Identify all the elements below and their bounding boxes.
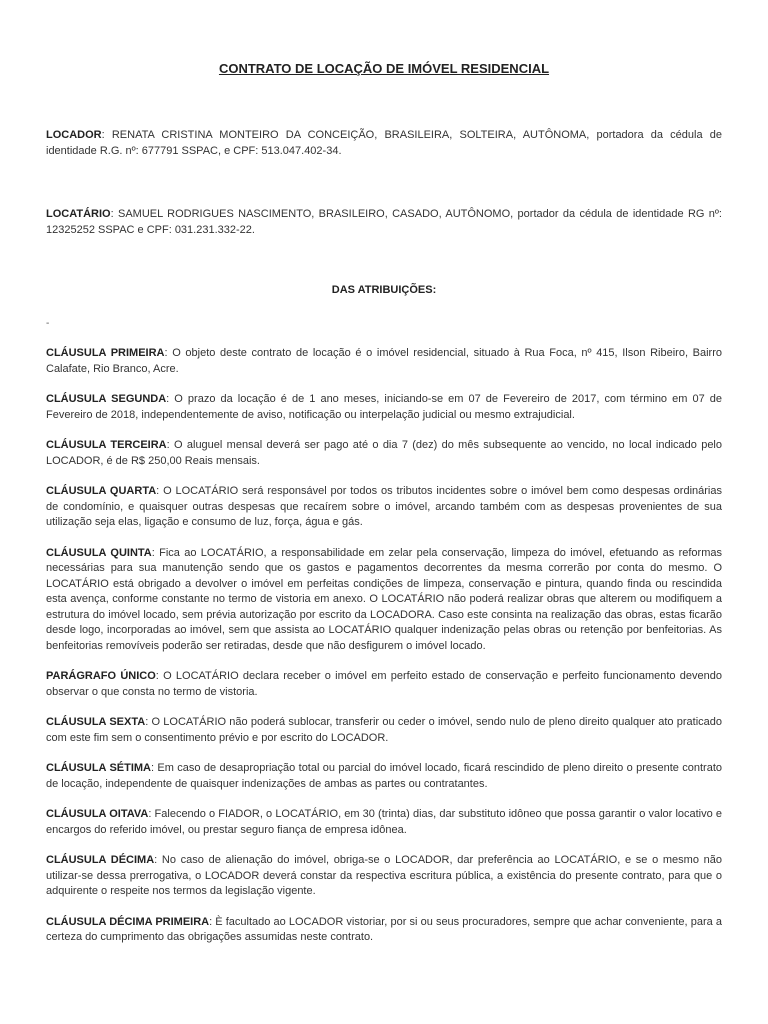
clause-segunda: [46, 392, 722, 423]
locador-paragraph: [46, 127, 722, 159]
clause-text: : O LOCATÁRIO será responsável por todos os tributos incidentes sobre o imóvel bem como despesas ordinárias de condomínio, e quaisquer outras despesas que recaírem sobre o imóvel, arcando também com as despesas provenientes de sua utilização seja elas, ligação e consumo de luz, força, água e gás.: [46, 485, 722, 528]
stray-mark: -: [46, 318, 50, 329]
clause-label: CLÁUSULA TERCEIRA: [46, 439, 167, 451]
clause-primeira: [46, 346, 722, 377]
clause-text: : Em caso de desapropriação total ou parcial do imóvel locado, ficará rescindido de pleno direito o presente contrato de locação, independente de quaisquer indenizações de ambas as partes ou contratantes.: [46, 762, 722, 790]
clause-text: : O objeto deste contrato de locação é o imóvel residencial, situado à Rua Foca, nº 415, Ilson Ribeiro, Bairro Calafate, Rio Branco, Acre.: [46, 347, 722, 375]
locatario-text: : SAMUEL RODRIGUES NASCIMENTO, BRASILEIRO, CASADO, AUTÔNOMO, portador da cédula de identidade RG nº: 12325252 SSPAC e CPF: 031.231.332-22.: [46, 208, 722, 236]
clause-text: : Fica ao LOCATÁRIO, a responsabilidade em zelar pela conservação, limpeza do imóvel, efetuando as reformas necessárias para sua manutenção sendo que os gastos e pagamentos decorrentes da mesma correrão por conta do mesmo. O LOCATÁRIO está obrigado a devolver o imóvel em perfeitas condições de limpeza, conservação e pintura, quando finda ou rescindida esta avença, conforme constante no termo de vistoria em anexo. O LOCATÁRIO não poderá realizar obras que alterem ou modifiquem a estrutura do imóvel locado, sem prévia autorização por escrito da LOCADORA. Caso este consinta na realização das obras, estas ficarão desde logo, incorporadas ao imóvel, sem que assista ao LOCATÁRIO qualquer indenização pelas obras ou retenção por benfeitorias. As benfeitorias removíveis poderão ser retiradas, desde que não desfigurem o imóvel locado.: [46, 546, 722, 652]
clause-text: : O LOCATÁRIO declara receber o imóvel em perfeito estado de conservação e perfeito funcionamento devendo observar o que consta no termo de vistoria.: [46, 670, 722, 698]
clause-decima-primeira: [46, 915, 722, 946]
clause-label: PARÁGRAFO ÚNICO: [46, 670, 156, 682]
clause-label: CLÁUSULA PRIMEIRA: [46, 347, 165, 359]
clause-label: CLÁUSULA SEXTA: [46, 716, 146, 728]
clause-label: CLÁUSULA OITAVA: [46, 808, 149, 820]
clause-label: CLÁUSULA DÉCIMA: [46, 854, 155, 866]
document-title: CONTRATO DE LOCAÇÃO DE IMÓVEL RESIDENCIAL: [218, 61, 550, 76]
clause-setima: [46, 761, 722, 792]
paragrafo-unico: [46, 669, 722, 700]
clause-label: CLÁUSULA SEGUNDA: [46, 393, 167, 405]
clause-label: CLÁUSULA SÉTIMA: [46, 762, 151, 774]
clause-label: CLÁUSULA QUINTA: [46, 546, 152, 559]
locador-label: LOCADOR: [46, 129, 102, 141]
locador-text: : RENATA CRISTINA MONTEIRO DA CONCEIÇÃO, BRASILEIRA, SOLTEIRA, AUTÔNOMA, portadora da cédula de identidade R.G. nº: 677791 SSPAC, e CPF: 513.047.402-34.: [46, 129, 722, 157]
clause-text: : È facultado ao LOCADOR vistoriar, por si ou seus procuradores, sempre que achar conveniente, para a certeza do cumprimento das obrigações assumidas neste contrato.: [46, 915, 722, 943]
clauses-list: [46, 346, 722, 961]
clause-text: : O aluguel mensal deverá ser pago até o dia 7 (dez) do mês subsequente ao vencido, no local indicado pelo LOCADOR, é de R$ 250,00 Reais mensais.: [46, 439, 722, 467]
clause-label: CLÁUSULA QUARTA: [46, 485, 157, 497]
clause-quarta: [46, 484, 722, 531]
clause-quinta: [46, 546, 722, 655]
clause-terceira: [46, 438, 722, 469]
clause-text: : O prazo da locação é de 1 ano meses, iniciando-se em 07 de Fevereiro de 2017, com término em 07 de Fevereiro de 2018, independentemente de aviso, notificação ou interpelação judicial ou mesmo extrajudicial.: [46, 393, 723, 421]
section-heading: DAS ATRIBUIÇÕES:: [331, 284, 437, 296]
clause-decima: [46, 853, 722, 900]
locatario-label: LOCATÁRIO: [46, 208, 111, 220]
clause-text: : O LOCATÁRIO não poderá sublocar, transferir ou ceder o imóvel, sendo nulo de pleno direito qualquer ato praticado com este fim sem o consentimento prévio e por escrito do LOCADOR.: [46, 716, 723, 744]
clause-text: : No caso de alienação do imóvel, obriga-se o LOCADOR, dar preferência ao LOCATÁRIO, e se o mesmo não utilizar-se dessa prerrogativa, o LOCADOR deverá constar da respectiva escritura pública, a existência do presente contrato, para que o adquirente o respeite nos termos da legislação vigente.: [46, 854, 722, 897]
clause-label: CLÁUSULA DÉCIMA PRIMEIRA: [46, 915, 210, 928]
clause-oitava: [46, 807, 722, 838]
clause-text: : Falecendo o FIADOR, o LOCATÁRIO, em 30 (trinta) dias, dar substituto idôneo que possa garantir o valor locativo e encargos do referido imóvel, ou prestar seguro fiança de empresa idônea.: [46, 808, 723, 836]
locatario-paragraph: [46, 206, 722, 238]
clause-sexta: [46, 715, 722, 746]
